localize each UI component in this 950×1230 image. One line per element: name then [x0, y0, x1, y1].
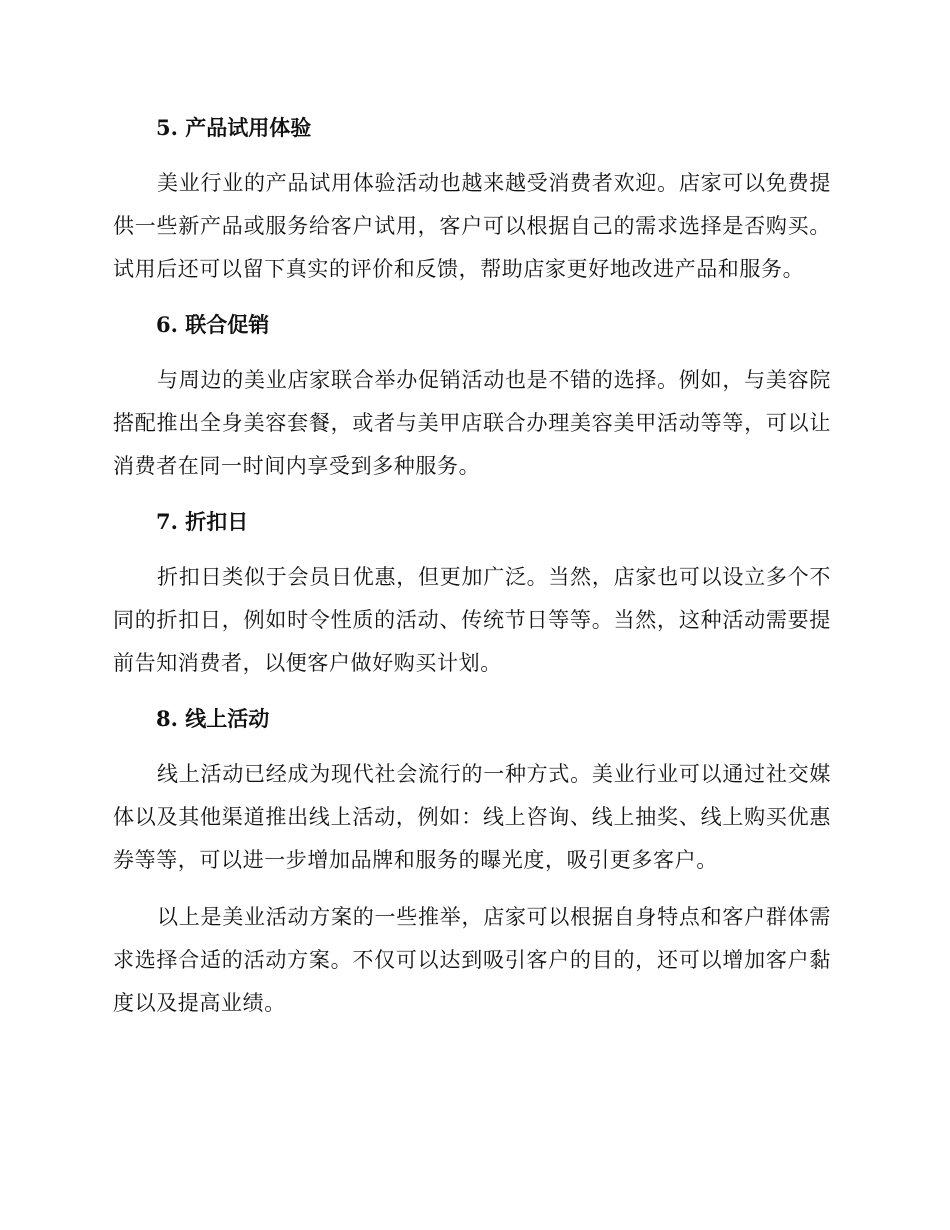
section-heading: 5. 产品试用体验 [156, 115, 312, 140]
section-heading: 7. 折扣日 [156, 509, 249, 534]
section-6 [113, 305, 831, 502]
section-paragraph: 美业行业的产品试用体验活动也越来越受消费者欢迎。店家可以免费提供一些新产品或服务给客户试用，客户可以根据自己的需求选择是否购买。试用后还可以留下真实的评价和反馈，帮助店家更好地改进产品和服务。 [113, 171, 831, 281]
conclusion-paragraph: 以上是美业活动方案的一些推举，店家可以根据自身特点和客户群体需求选择合适的活动方案。不仅可以达到吸引客户的目的，还可以增加客户黏度以及提高业绩。 [113, 905, 831, 1015]
section-5 [113, 108, 831, 305]
section-paragraph: 折扣日类似于会员日优惠，但更加广泛。当然，店家也可以设立多个不同的折扣日，例如时令性质的活动、传统节日等等。当然，这种活动需要提前告知消费者，以便客户做好购买计划。 [113, 565, 831, 675]
section-heading: 6. 联合促销 [156, 312, 270, 337]
section-paragraph: 线上活动已经成为现代社会流行的一种方式。美业行业可以通过社交媒体以及其他渠道推出线上活动，例如：线上咨询、线上抽奖、线上购买优惠券等等，可以进一步增加品牌和服务的曝光度，吸引更多客户。 [113, 762, 831, 872]
section-paragraph: 与周边的美业店家联合举办促销活动也是不错的选择。例如，与美容院搭配推出全身美容套餐，或者与美甲店联合办理美容美甲活动等等，可以让消费者在同一时间内享受到多种服务。 [113, 368, 831, 478]
section-heading: 8. 线上活动 [156, 706, 270, 731]
section-7 [113, 502, 831, 699]
section-8 [113, 699, 831, 896]
document-page [113, 108, 831, 1025]
